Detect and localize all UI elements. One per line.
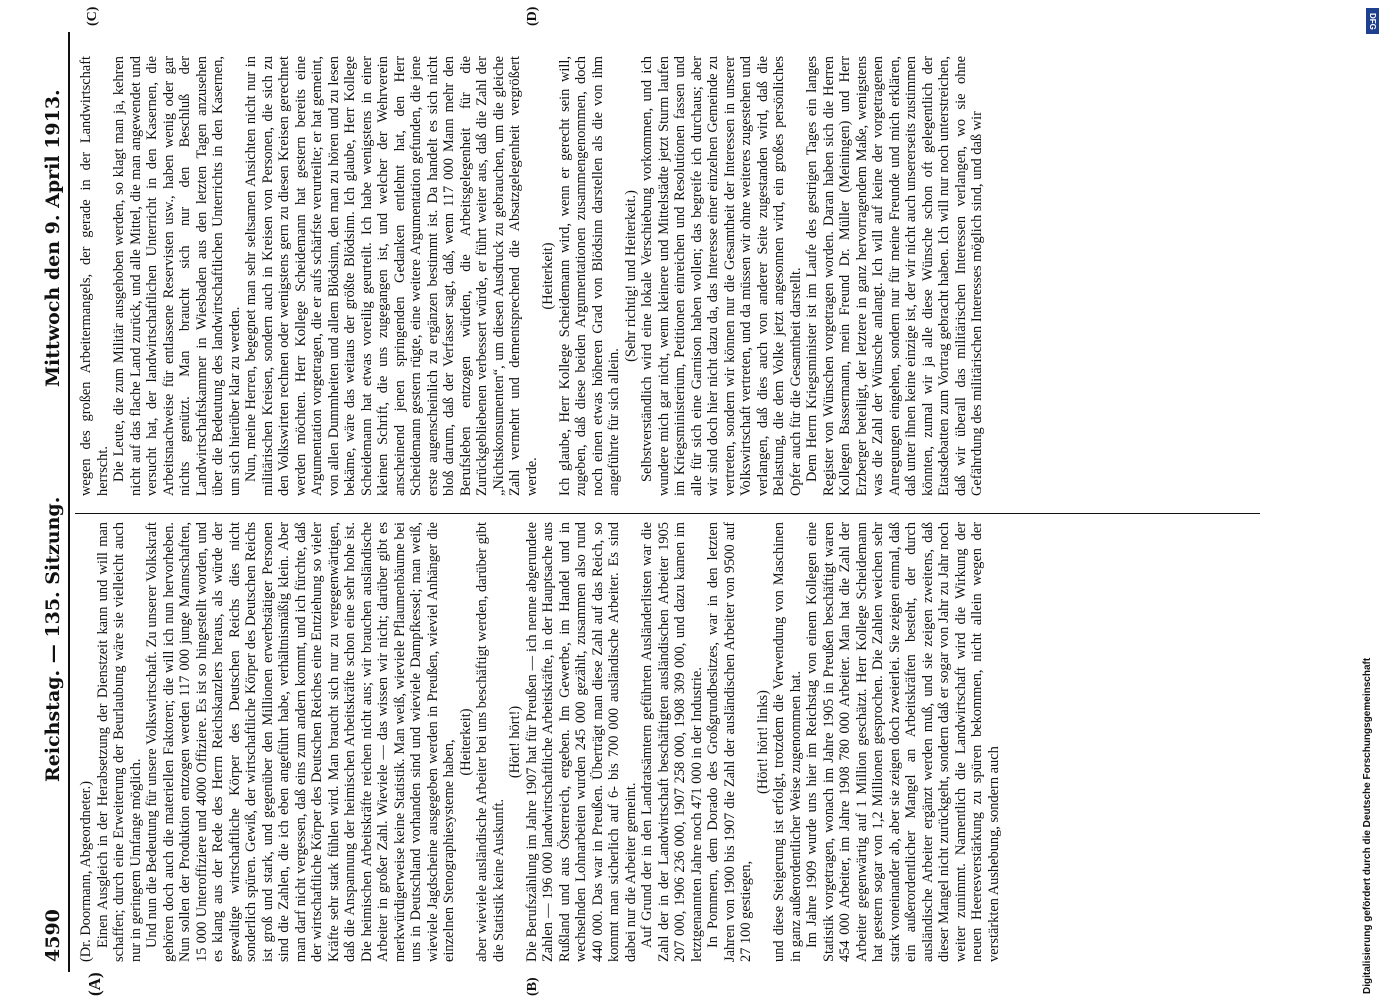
margin-marker-a: (A) bbox=[85, 972, 104, 996]
paragraph: Dem Herrn Kriegsminister ist im Laufe des gestrigen Tages ein langes Register von Wünschen vorgetragen worden. Daran haben sich die Herren Kollegen Bassermann, mein Freund Dr. Müller (Meiningen) und Herr Erzberger beteiligt, der letztere in ganz hervorragendem Maße, wenigstens was die Zahl der Wünsche anlangt. Ich will auf keine der vorgetragenen Anregungen eingehen, sondern nur für meine Freunde und mich erklären, daß unter ihnen keine einzige ist, der wir nicht auch unsererseits zustimmen könnten, zumal wir ja alle diese Wünsche schon oft gelegentlich der Etatsdebatten zum Vortrag gebracht haben. Ich will nur noch unterstreichen, daß wir überall das militärischen Interessen verlangen, wo sie ohne Gefährdung des militärischen Interesses möglich sind, und daß wir bbox=[804, 56, 985, 496]
running-head-left: Reichstag. — 135. Sitzung. bbox=[42, 496, 64, 782]
page-number: 4590 bbox=[42, 909, 64, 962]
running-head-right: Mittwoch den 9. April 1913. bbox=[42, 89, 64, 387]
column-divider bbox=[75, 513, 1260, 514]
paragraph: (Sehr richtig! und Heiterkeit.) bbox=[622, 190, 639, 362]
paragraph: wegen des großen Arbeitermangels, der gerade in der Landwirtschaft herrscht. bbox=[78, 56, 111, 496]
paragraph: (Heiterkeit) bbox=[457, 708, 474, 776]
text-column-right bbox=[78, 56, 1258, 496]
margin-marker-b: (B) bbox=[525, 977, 540, 996]
paragraph: Ich glaube, Herr Kollege Scheidemann wird, wenn er gerecht sein will, zugeben, daß diese beiden Argumentationen zusammengenommen, doch noch einen etwas höheren Grad von Blödsinn darstellen als die von ihm angeführte für sich allein. bbox=[556, 56, 622, 496]
text-column-left bbox=[78, 522, 1258, 962]
dfg-logo: DFG bbox=[1366, 8, 1379, 34]
paragraph: (Dr. Doormann, Abgeordneter.) bbox=[78, 780, 94, 962]
paragraph: In Pommern, dem Dorado des Großgrundbesitzes, war in den letzten Jahren von 1900 bis 1907 die Zahl der ausländischen Arbeiter von 9500 auf 27 100 gestiegen, bbox=[705, 522, 754, 962]
paragraph: Einen Ausgleich in der Herabsetzung der Dienstzeit kann und will man schaffen; durch eine Erweiterung der Beurlaubung wäre sie vielleicht auch nur in geringem Umfange möglich. bbox=[94, 522, 144, 962]
paragraph: Selbstverständlich wird eine lokale Verschiebung vorkommen, und ich wundere mich gar nicht, wenn kleinere und Mittelstädte jetzt Sturm laufen im Kriegsministerium, Petitionen einreichen und Resolutionen fassen und alle für sich eine Garnison haben wollen; das begreife ich durchaus; aber wir sind doch hier nicht dazu da, das Interesse einer einzelnen Gemeinde zu vertreten, sondern wir können nur die Gesamtheit der Interessen in unserer Volkswirtschaft vertreten, und da müssen wir ohne weiteres zugestehen und verlangen, daß dies auch von anderer Seite zugestanden wird, daß die Belastung, die dem Volke jetzt angesonnen wird, ein großes persönliches Opfer auch für die Gesamtheit darstellt. bbox=[639, 56, 804, 496]
paragraph: Die Berufszählung im Jahre 1907 hat für Preußen — ich nenne abgerundete Zahlen — 196 000 landwirtschaftliche Arbeitskräfte, in der Hauptsache aus Rußland und aus Österreich, ergeben. Im Gewerbe, im Handel und in wechselnden Lohnarbeiten wurden 245 000 gezählt, zusammen also rund 440 000. Das war in Preußen. Überträgt man diese Zahl auf das Reich, so kommt man sicherlich auf 6- bis 700 000 ausländische Arbeiter. Es sind dabei nur die Arbeiter gemeint. bbox=[523, 522, 639, 962]
margin-marker-d: (D) bbox=[525, 6, 540, 26]
paragraph: Und nun die Bedeutung für unsere Volkswirtschaft. Zu unserer Volkskraft gehören doch auch die materiellen Faktoren; die will ich nun hervorheben. Nun sollen der Produktion entzogen werden 117 000 junge Mannschaften, 15 000 Unteroffiziere und 4000 Offiziere. Es ist so hingestellt worden, und es klang aus der Rede des Herrn Reichskanzlers heraus, als würde der gewaltige wirtschaftliche Körper des Deutschen Reichs dies nicht sonderlich spüren. Gewiß, der wirtschaftliche Körper des Deutschen Reichs ist groß und stark, und gegenüber den Millionen erwerbstätiger Personen sind die Zahlen, die ich eben angeführt habe, verhältnismäßig klein. Aber man darf nicht vergessen, daß eins zum andern kommt, und ich fürchte, daß der wirtschaftliche Körper des Deutschen Reiches eine Entziehung so vieler Kräfte sehr stark fühlen wird. Man braucht sich nur zu vergegenwärtigen, daß die Anspannung der heimischen Arbeitskräfte schon eine sehr hohe ist. Die heimischen Arbeitskräfte reichen nicht aus; wir brauchen ausländische Arbeiter in großer Zahl. Wieviele — das wissen wir nicht; darüber gibt es merkwürdigerweise keine Statistik. Man weiß, wieviele Pflaumenbäume bei uns in Deutschland vorhanden sind und wieviele Dampfkessel; man weiß, wieviele Jagdscheine ausgegeben werden in Preußen, wieviel Anhänger die einzelnen Stenographiesysteme haben, bbox=[144, 522, 457, 962]
paragraph: Die Leute, die zum Militär ausgehoben werden, so klagt man ja, kehren nicht auf das flache Land zurück, und alle Mittel, die man angewendet und versucht hat, der landwirtschaftlichen Unterricht in den Kasernen, die Arbeitsnachweise für entlassene Reservisten usw., haben wenig oder gar nichts genützt. Man braucht sich nur den Beschluß der Landwirtschaftskammer in Wiesbaden aus den letzten Tagen anzusehen über die Bedeutung des landwirtschaftlichen Unterrichts in den Kasernen, um sich hierüber klar zu werden. bbox=[111, 56, 243, 496]
paragraph: (Hört! hört!) bbox=[507, 705, 523, 779]
digitization-credit: Digitalisierung gefördert durch die Deutsche Forschungsgemeinschaft bbox=[1362, 657, 1373, 994]
paragraph: Im Jahre 1909 wurde uns hier im Reichstag von einem Kollegen eine Statistik vorgetragen, wonach im Jahre 1905 in Preußen beschäftigt waren 454 000 Arbeiter, im Jahre 1908 780 000 Arbeiter. Man hat die Zahl der Arbeiter gegenwärtig auf 1 Million geschätzt. Herr Kollege Scheidemann hat gestern sogar von 1,2 Millionen gesprochen. Die Zahlen weichen sehr stark voneinander ab, aber sie zeigen doch zweierlei. Sie zeigen einmal, daß ein außerordentlicher Mangel an Arbeitskräften besteht, der durch ausländische Arbeiter ergänzt werden muß, und sie zeigen zweitens, daß dieser Mangel nicht zurückgeht, sondern daß er sogar von Jahr zu Jahr noch weiter zunimmt. Namentlich die Landwirtschaft wird die Wirkung der neuen Heeresverstärkung zu spüren bekommen, nicht allein wegen der verstärkten Aushebung, sondern auch bbox=[804, 522, 1002, 962]
paragraph: Auf Grund der in den Landratsämtern geführten Ausländerlisten war die Zahl der in der Landwirtschaft beschäftigten ausländischen Arbeiter 1905 207 000, 1906 236 000, 1907 258 000, 1908 309 000, und dazu kamen im letztgenannten Jahre noch 471 000 in der Industrie. bbox=[639, 522, 705, 962]
paragraph: Nun, meine Herren, begegnet man sehr seltsamen Ansichten nicht nur in militärischen Kreisen, sondern auch in Kreisen von Personen, die sich zu den Volkswirten rechnen oder wenigstens gern zu diesen Kreisen gerechnet werden möchten. Herr Kollege Scheidemann hat gestern bereits eine Argumentation vorgetragen, die er aufs schärfste verurteilte; er hat gemeint, von allen Dummheiten und allem Blödsinn, den man zu hören und zu lesen bekäme, wäre das weitaus der größte Blödsinn. Ich glaube, Herr Kollege Scheidemann hat etwas voreilig geurteilt. Ich habe wenigstens in einer kleinen Schrift, die uns zugegangen ist, und welcher der Wehrverein anscheinend jenen springenden Gedanken entlehnt hat, den Herr Scheidemann gestern rügte, eine weitere Argumentation gefunden, die jene erste augenscheinlich zu ergänzen bestimmt ist. Da handelt es sich nicht bloß darum, daß der Verfasser sagt, daß, wenn 117 000 Mann mehr den Berufsleben entzogen würden, die Arbeitsgelegenheit für die Zurückgebliebenen verbessert würde, er führt weiter aus, daß die Zahl der „Nichtskonsumenten“, um diesen Ausdruck zu gebrauchen, um die gleiche Zahl vermehrt und dementsprechend die Absatzgelegenheit vergrößert werde. bbox=[243, 56, 540, 496]
header-rule bbox=[68, 32, 70, 972]
paragraph: (Hört! hört! links) bbox=[754, 690, 771, 794]
paragraph: (Heiterkeit) bbox=[540, 242, 556, 310]
rotated-document-page bbox=[30, 6, 1330, 996]
margin-marker-c: (C) bbox=[85, 6, 100, 26]
paragraph: und diese Steigerung ist erfolgt, trotzdem die Verwendung von Maschinen in ganz außerordentlicher Weise zugenommen hat. bbox=[771, 522, 804, 962]
paragraph: aber wieviele ausländische Arbeiter bei uns beschäftigt werden, darüber gibt die Statistik keine Auskunft. bbox=[474, 522, 507, 962]
